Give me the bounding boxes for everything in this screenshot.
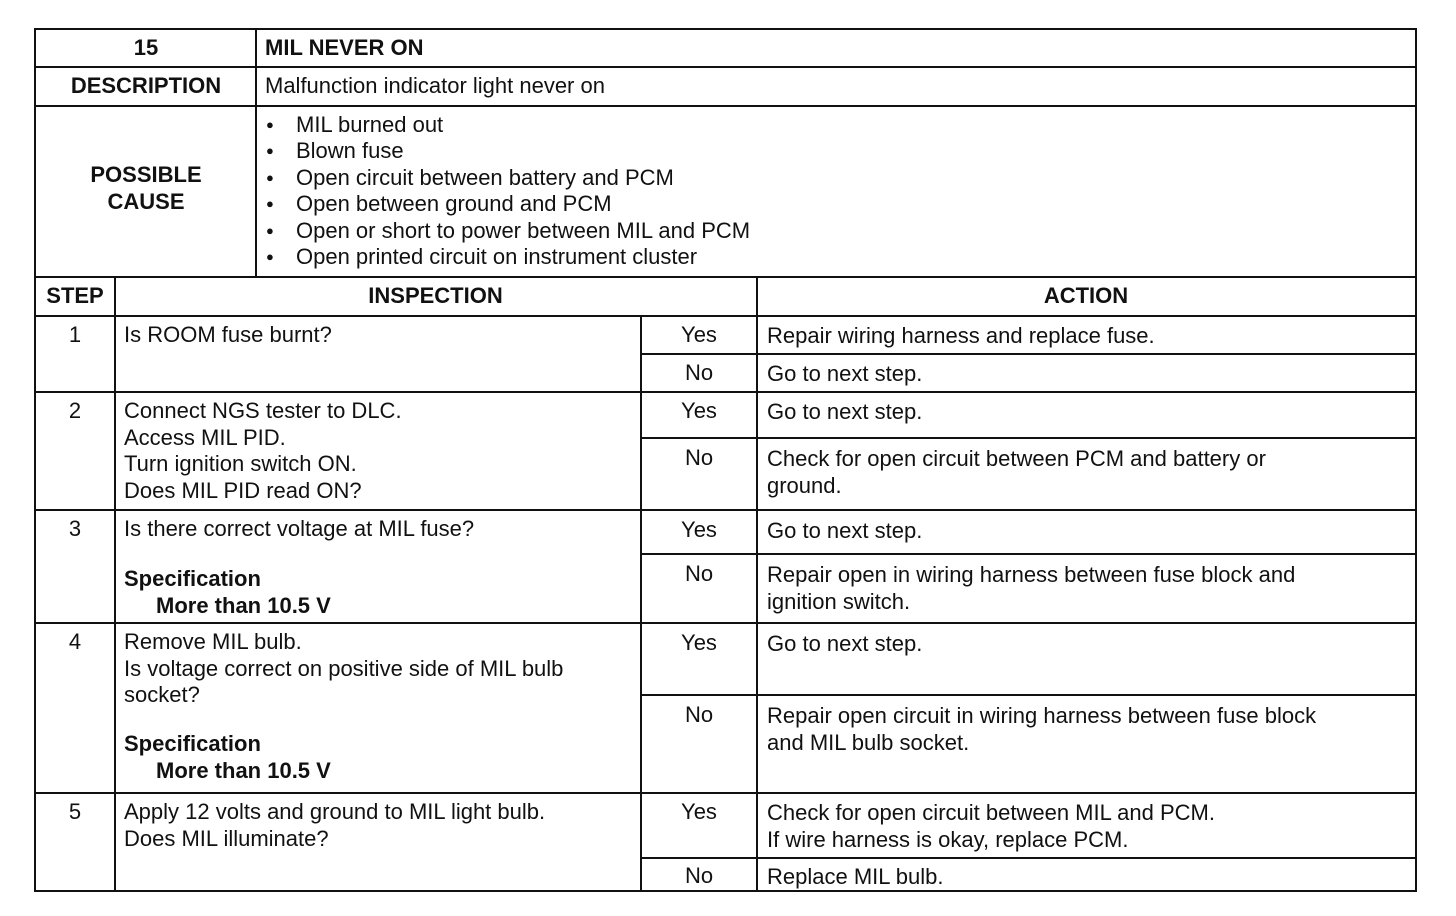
no-action: [767, 562, 1407, 615]
action-line: Replace MIL bulb.: [767, 864, 944, 889]
no-label: No: [684, 863, 714, 888]
yes-action: [767, 631, 1407, 658]
rule-line: [36, 315, 1415, 317]
inspection-line: Is ROOM fuse burnt?: [124, 322, 332, 347]
rule-line: [36, 509, 1415, 511]
action-line: Repair open in wiring harness between fuse block and: [767, 562, 1296, 587]
cause-item: ● MIL burned out: [256, 112, 1406, 138]
rule-line: [36, 622, 1415, 624]
action-line: Check for open circuit between PCM and battery or: [767, 446, 1266, 471]
specification-value: More than 10.5 V: [156, 592, 331, 618]
specification-value: More than 10.5 V: [156, 757, 331, 783]
action-line: and MIL bulb socket.: [767, 729, 970, 755]
rule-line: [36, 792, 1415, 794]
action-line: Go to next step.: [767, 518, 923, 543]
possible-cause-list: [256, 112, 1406, 270]
inspection-line: Access MIL PID.: [124, 424, 286, 450]
cause-item: ● Open printed circuit on instrument cluster: [256, 244, 1406, 270]
no-action: [767, 446, 1407, 499]
trouble-title: MIL NEVER ON: [265, 35, 424, 60]
action-line: Go to next step.: [767, 361, 923, 386]
rule-line: [36, 391, 1415, 393]
specification-label: Specification: [124, 731, 261, 756]
yes-label: Yes: [681, 517, 717, 542]
step-number: 1: [68, 322, 82, 347]
action-line: If wire harness is okay, replace PCM.: [767, 826, 1129, 852]
yes-label: Yes: [681, 630, 717, 655]
rule-line: [36, 105, 1415, 107]
action-line: Go to next step.: [767, 631, 923, 656]
yes-action: [767, 800, 1407, 853]
yes-action: [767, 518, 1407, 545]
action-line: Go to next step.: [767, 399, 923, 424]
trouble-code: 15: [133, 35, 159, 60]
rule-line: [114, 276, 116, 890]
column-header-action: ACTION: [1043, 283, 1129, 308]
inspection-line: Is voltage correct on positive side of MIL bulb: [124, 655, 564, 681]
column-header-inspection: INSPECTION: [368, 283, 503, 308]
yes-label: Yes: [681, 322, 717, 347]
specification: [124, 566, 634, 619]
troubleshooting-table: [34, 28, 1417, 892]
column-header-step: STEP: [46, 283, 104, 308]
no-label: No: [684, 702, 714, 727]
step-number: 2: [68, 398, 82, 423]
inspection-line: socket?: [124, 682, 200, 707]
inspection-line: Does MIL illuminate?: [124, 825, 329, 851]
yes-label: Yes: [681, 398, 717, 423]
inspection-line: Remove MIL bulb.: [124, 629, 302, 654]
action-line: ground.: [767, 472, 842, 498]
no-label: No: [684, 360, 714, 385]
no-label: No: [684, 561, 714, 586]
specification: [124, 731, 634, 784]
description-label: DESCRIPTION: [70, 73, 222, 98]
action-line: Repair wiring harness and replace fuse.: [767, 323, 1155, 348]
cause-item: ● Blown fuse: [256, 138, 1406, 164]
step-inspection: [124, 516, 634, 543]
action-line: Check for open circuit between MIL and PCM.: [767, 800, 1215, 825]
step-inspection: [124, 629, 634, 709]
step-number: 3: [68, 516, 82, 541]
inspection-line: Apply 12 volts and ground to MIL light bulb.: [124, 799, 546, 824]
yes-action: [767, 399, 1407, 426]
cause-item: ● Open or short to power between MIL and PCM: [256, 218, 1406, 244]
step-number: 5: [68, 799, 82, 824]
cause-label-line: CAUSE: [107, 188, 185, 214]
step-inspection: [124, 398, 634, 504]
possible-cause-label: [36, 162, 256, 215]
description-text: Malfunction indicator light never on: [265, 73, 605, 98]
cause-item: ● Open circuit between battery and PCM: [256, 165, 1406, 191]
step-number: 4: [68, 629, 82, 654]
no-action: [767, 864, 1407, 891]
yes-action: [767, 323, 1407, 350]
specification-label: Specification: [124, 566, 261, 591]
cause-item: ● Open between ground and PCM: [256, 191, 1406, 217]
inspection-line: Is there correct voltage at MIL fuse?: [124, 516, 475, 541]
step-inspection: [124, 322, 634, 349]
inspection-line: Does MIL PID read ON?: [124, 477, 362, 503]
rule-line: [756, 276, 758, 890]
step-inspection: [124, 799, 634, 852]
inspection-line: Turn ignition switch ON.: [124, 451, 357, 476]
inspection-line: Connect NGS tester to DLC.: [124, 398, 402, 423]
no-label: No: [684, 445, 714, 470]
no-action: [767, 703, 1407, 756]
cause-label-line: POSSIBLE: [90, 162, 202, 187]
action-line: Repair open circuit in wiring harness between fuse block: [767, 703, 1317, 728]
yes-label: Yes: [681, 799, 717, 824]
action-line: ignition switch.: [767, 588, 911, 614]
no-action: [767, 361, 1407, 388]
